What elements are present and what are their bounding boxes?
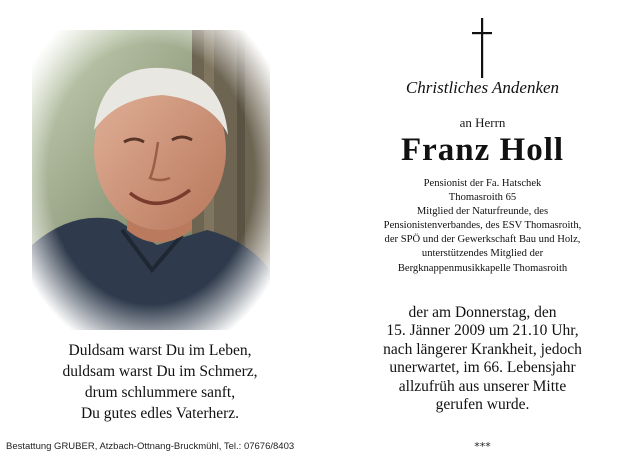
death-notice bbox=[325, 304, 640, 414]
death-line: unerwartet, im 66. Lebensjahr bbox=[389, 359, 576, 377]
heading: Christliches Andenken bbox=[405, 78, 560, 97]
death-line: nach längerer Krankheit, jedoch bbox=[383, 340, 582, 358]
closing-stars: *** bbox=[474, 440, 491, 453]
verse-line: Du gutes edles Vaterherz. bbox=[80, 405, 240, 422]
death-line: allzufrüh aus unserer Mitte bbox=[398, 377, 567, 395]
bio-line: Thomasroith 65 bbox=[448, 192, 517, 204]
cross-icon bbox=[470, 18, 494, 78]
bio-line: Mitglied der Naturfreunde, des bbox=[416, 206, 549, 218]
verse-line: duldsam warst Du im Schmerz, bbox=[62, 363, 258, 380]
right-panel bbox=[325, 0, 640, 466]
bio-line: Bergknappenmusikkapelle Thomasroith bbox=[397, 262, 568, 274]
salutation: an Herrn bbox=[459, 115, 506, 130]
death-line: der am Donnerstag, den bbox=[408, 304, 557, 321]
bio-line: Pensionistenverbandes, des ESV Thomasroith, bbox=[383, 220, 582, 232]
funeral-home-footer: Bestattung GRUBER, Atzbach-Ottnang-Bruckmühl, Tel.: 07676/8403 bbox=[6, 441, 295, 452]
bio-line: der SPÖ und der Gewerkschaft Bau und Holz, bbox=[384, 234, 581, 246]
death-line: 15. Jänner 2009 um 21.10 Uhr, bbox=[386, 322, 579, 340]
death-line: gerufen wurde. bbox=[435, 396, 530, 414]
deceased-name: Franz Holl bbox=[400, 132, 565, 168]
verse-line: Duldsam warst Du im Leben, bbox=[68, 342, 252, 359]
portrait-photo bbox=[32, 30, 270, 330]
bio-line: Pensionist der Fa. Hatschek bbox=[423, 178, 542, 189]
bio-line: unterstützendes Mitglied der bbox=[421, 248, 544, 260]
verse-line: drum schlummere sanft, bbox=[84, 384, 236, 401]
biography bbox=[325, 177, 640, 276]
verse bbox=[0, 340, 320, 424]
